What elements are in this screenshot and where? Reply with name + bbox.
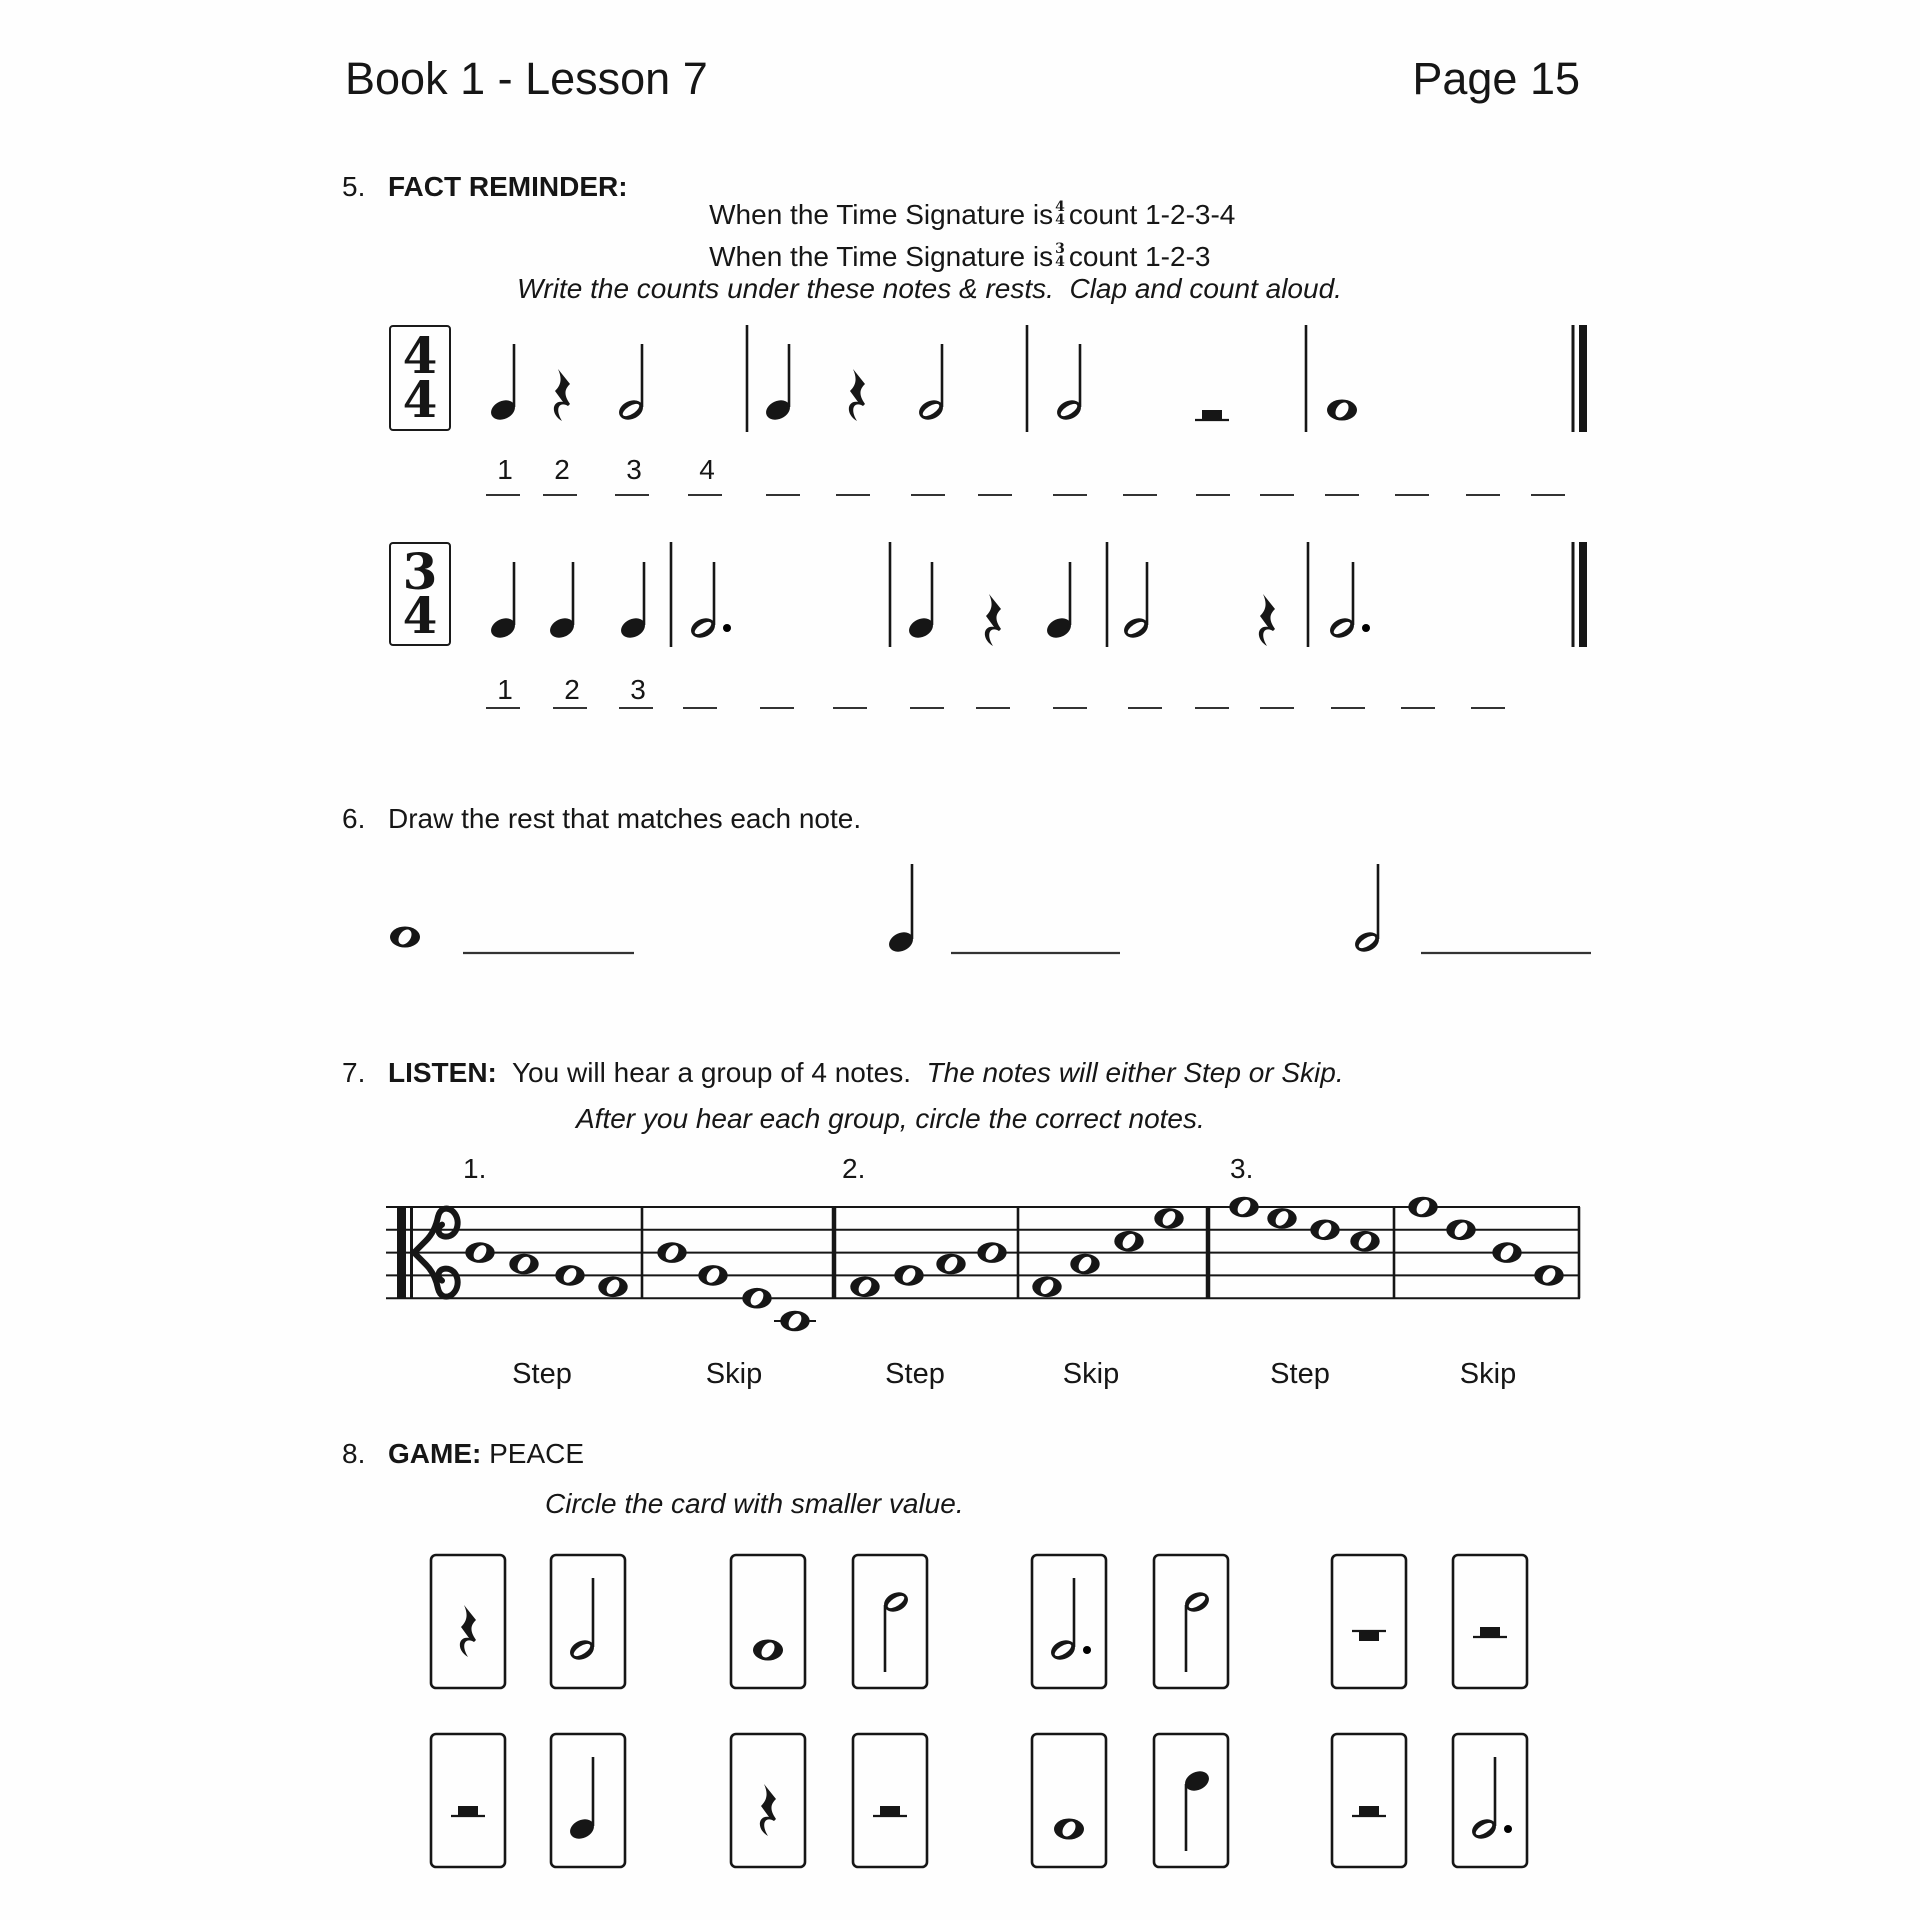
count-label: 3 (626, 454, 642, 485)
section8-label: GAME: (388, 1438, 482, 1469)
count-label: 2 (554, 454, 570, 485)
card[interactable] (1154, 1734, 1228, 1867)
note-group-measure[interactable] (657, 1242, 816, 1331)
whole-note-icon (465, 1242, 494, 1263)
card[interactable] (853, 1555, 927, 1688)
fact-line-1-suffix: count 1-2-3-4 (1068, 199, 1236, 230)
step-skip-label[interactable]: Skip (1062, 1358, 1120, 1390)
whole-note-icon (894, 1265, 923, 1286)
whole-note-icon (1154, 1208, 1183, 1229)
whole-note-icon (753, 1640, 783, 1661)
whole-note-icon (1070, 1254, 1099, 1275)
clef-thick-bar (397, 1207, 406, 1298)
ts-bottom: 4 (1055, 211, 1065, 228)
dot (1083, 1646, 1091, 1654)
card[interactable] (731, 1555, 805, 1688)
rest-glyph (849, 369, 865, 421)
card-border (731, 1555, 805, 1688)
card[interactable] (1032, 1555, 1106, 1688)
section5-instruction: Write the counts under these notes & rests. Clap and count aloud. (517, 273, 1342, 304)
card-border (1032, 1555, 1106, 1688)
card[interactable] (1032, 1734, 1106, 1867)
fact-line-1-prefix: When the Time Signature is (709, 199, 1054, 230)
whole-note-icon (555, 1265, 584, 1286)
step-skip-label[interactable]: Step (1270, 1358, 1330, 1390)
card[interactable] (731, 1734, 805, 1867)
whole-note-icon (598, 1277, 627, 1298)
section6-number: 6. (342, 803, 366, 834)
section6-notes (390, 864, 1591, 955)
rest-glyph (1259, 594, 1275, 646)
rest-glyph (985, 594, 1001, 646)
whole-note-icon (1229, 1197, 1258, 1218)
whole-note-icon (1032, 1277, 1061, 1298)
whole-note-icon (1350, 1231, 1379, 1252)
whole-note-icon (936, 1254, 965, 1275)
rest-block (1202, 410, 1222, 420)
card[interactable] (1332, 1555, 1406, 1688)
card[interactable] (853, 1734, 927, 1867)
step-skip-label[interactable]: Step (512, 1358, 572, 1390)
quarter-note-icon (488, 562, 518, 641)
whole-note-icon (1446, 1220, 1475, 1241)
thick-barline (1579, 325, 1587, 432)
dotted-half-note-icon (1327, 562, 1370, 641)
half-note-icon (916, 344, 946, 423)
whole-note-icon (1534, 1265, 1563, 1286)
whole-note-icon (850, 1277, 879, 1298)
quarter-note-icon (886, 864, 916, 955)
whole-note-icon (1054, 1819, 1084, 1840)
count-label: 2 (564, 674, 580, 705)
rest-glyph (554, 369, 570, 421)
card-pair (431, 1734, 625, 1867)
whole-note-icon (1114, 1231, 1143, 1252)
card[interactable] (551, 1555, 625, 1688)
final-barline (1573, 325, 1587, 432)
whole-note-icon (1408, 1197, 1437, 1218)
card-border (853, 1555, 927, 1688)
whole-note-icon (1310, 1220, 1339, 1241)
ts-denominator: 4 (402, 370, 438, 429)
step-skip-label[interactable]: Skip (705, 1358, 763, 1390)
section7-number: 7. (342, 1057, 366, 1088)
rest-block (880, 1806, 900, 1816)
alto-clef-staff (386, 1197, 1580, 1332)
half-note-icon (1054, 344, 1084, 423)
card[interactable] (1453, 1555, 1527, 1688)
quarter-rest-icon (1259, 594, 1275, 646)
rhythm-row-1 (486, 325, 1587, 495)
card-pair (431, 1555, 625, 1688)
ts-numerator: 4 (402, 326, 438, 385)
quarter-note-icon (488, 344, 518, 423)
card[interactable] (1453, 1734, 1527, 1867)
card[interactable] (1154, 1555, 1228, 1688)
dot (723, 624, 731, 632)
quarter-rest-icon (554, 369, 570, 421)
whole-note-icon (1327, 400, 1357, 421)
whole-note-icon (390, 927, 420, 948)
card[interactable] (431, 1555, 505, 1688)
card-border (1332, 1555, 1406, 1688)
whole-note-icon (742, 1288, 771, 1309)
card-border (431, 1734, 505, 1867)
section7-text-italic: The notes will either Step or Skip. (926, 1057, 1344, 1088)
card[interactable] (551, 1734, 625, 1867)
ts-bottom: 4 (1055, 253, 1065, 270)
final-barline (1573, 542, 1587, 647)
card-border (1332, 1734, 1406, 1867)
rest-block (1359, 1806, 1379, 1816)
note-group-measure[interactable] (850, 1242, 1006, 1297)
group-number: 3. (1230, 1153, 1254, 1184)
card[interactable] (1332, 1734, 1406, 1867)
count-label: 4 (699, 454, 715, 485)
card-border (551, 1734, 625, 1867)
ts-denominator: 4 (402, 586, 438, 645)
card-border (1154, 1555, 1228, 1688)
card-pair (1332, 1555, 1527, 1688)
half-note-icon (1121, 562, 1151, 641)
card-border (551, 1555, 625, 1688)
whole-note-icon (1267, 1208, 1296, 1229)
card-border (853, 1734, 927, 1867)
whole-note-icon (780, 1311, 809, 1332)
count-label: 1 (497, 454, 513, 485)
half-note-icon (1352, 864, 1382, 955)
whole-note-icon (657, 1242, 686, 1263)
section8-title: PEACE (489, 1438, 585, 1469)
section7-text: You will hear a group of 4 notes. (511, 1057, 911, 1088)
card-pair (1332, 1734, 1527, 1867)
note-group-measure[interactable] (465, 1242, 627, 1297)
count-label: 1 (497, 674, 513, 705)
rest-block (1359, 1631, 1379, 1641)
section7-instruction: After you hear each group, circle the correct notes. (576, 1103, 1205, 1134)
whole-note-icon (1492, 1242, 1521, 1263)
quarter-note-icon (547, 562, 577, 641)
quarter-rest-icon (985, 594, 1001, 646)
card-pair (731, 1734, 927, 1867)
lesson-title: Book 1 - Lesson 7 (345, 53, 708, 104)
quarter-note-icon (1044, 562, 1074, 641)
note-group-measure[interactable] (1408, 1197, 1563, 1286)
dot (1504, 1825, 1512, 1833)
group-number: 2. (842, 1153, 866, 1184)
section8-instruction: Circle the card with smaller value. (545, 1488, 964, 1519)
card-border (1453, 1555, 1527, 1688)
rest-block (458, 1806, 478, 1816)
card-border (1453, 1734, 1527, 1867)
quarter-note-icon (763, 344, 793, 423)
quarter-rest-icon (849, 369, 865, 421)
half-note-icon (616, 344, 646, 423)
card-border (1154, 1734, 1228, 1867)
ts-top: 4 (1055, 198, 1065, 215)
card-border (1032, 1734, 1106, 1867)
fact-line-2-prefix: When the Time Signature is (709, 241, 1054, 272)
fact-line-2-suffix: count 1-2-3 (1068, 241, 1211, 272)
card-pair (731, 1555, 927, 1688)
rhythm-row-2 (486, 542, 1587, 708)
card-pair (1032, 1734, 1228, 1867)
step-skip-label[interactable]: Skip (1459, 1358, 1517, 1390)
section5-label: FACT REMINDER: (388, 171, 628, 202)
quarter-note-icon (618, 562, 648, 641)
count-label: 3 (630, 674, 646, 705)
note-group-measure[interactable] (1229, 1197, 1379, 1252)
section5-number: 5. (342, 171, 366, 202)
section7-label: LISTEN: (388, 1057, 497, 1088)
whole-note-icon (698, 1265, 727, 1286)
half-rest-icon (1195, 410, 1229, 420)
rest-block (1480, 1627, 1500, 1637)
page-number: Page 15 (1412, 53, 1580, 104)
group-number: 1. (463, 1153, 487, 1184)
step-skip-label[interactable]: Step (885, 1358, 945, 1390)
ts-numerator: 3 (402, 542, 438, 601)
dot (1362, 624, 1370, 632)
whole-note-icon (977, 1242, 1006, 1263)
card-pair (1032, 1555, 1228, 1688)
dotted-half-note-icon (688, 562, 731, 641)
section8-number: 8. (342, 1438, 366, 1469)
whole-note-icon (509, 1254, 538, 1275)
ts-top: 3 (1055, 240, 1065, 257)
thick-barline (1579, 542, 1587, 647)
card[interactable] (431, 1734, 505, 1867)
section6-instruction: Draw the rest that matches each note. (388, 803, 862, 834)
quarter-note-icon (906, 562, 936, 641)
